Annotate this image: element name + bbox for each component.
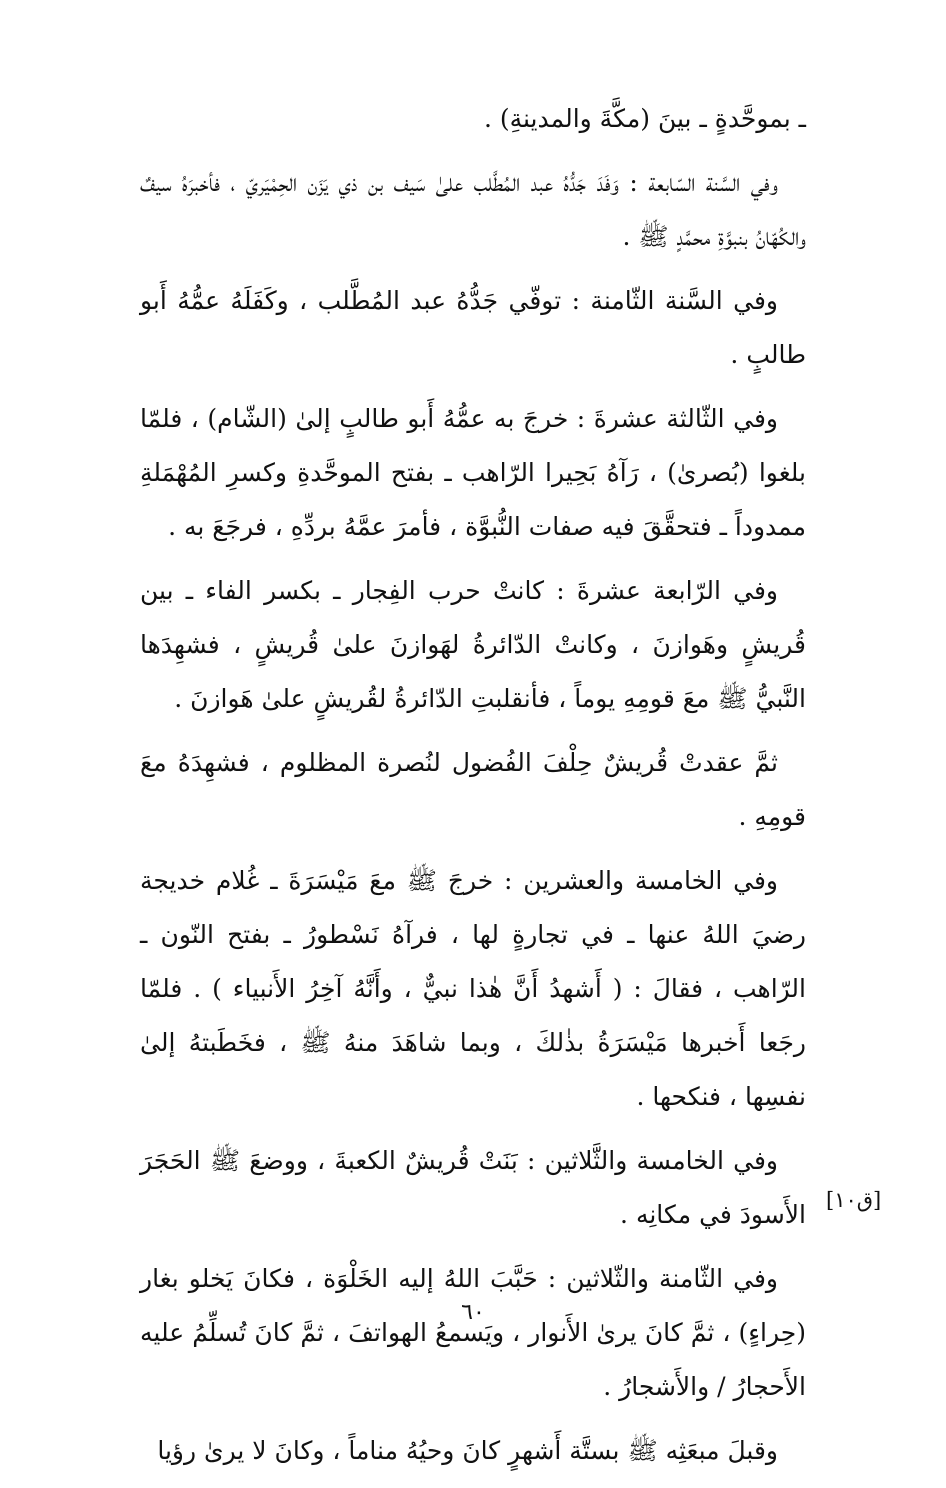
manuscript-folio-marker: [ق١٠]	[826, 1188, 882, 1212]
paragraph-8: وفي الخامسة والثَّلاثين : بَنَتْ قُريشٌ الكعبةَ ، ووضعَ ﷺ الحَجَرَ الأَسودَ في مكانِه .	[140, 1146, 806, 1229]
body-text	[140, 92, 806, 1488]
paragraph-4: وفي الثّالثة عشرةَ : خرجَ به عمُّهُ أَبو طالبٍ إلىٰ (الشّام) ، فلمّا بلغوا (بُصرىٰ) ، رَآهُ بَحِيرا الرّاهب ـ بفتح الموحَّدةِ وكسرِ المُهْمَلةِ ممدوداً ـ فتحقَّقَ فيه صفات النُّبوَّة ، فأمرَ عمَّهُ بردِّهِ ، فرجَعَ به .	[140, 404, 806, 541]
paragraph-10: وقبلَ مبعَثِه ﷺ بستَّة أَشهرٍ كانَ وحيُهُ مناماً ، وكانَ لا يرىٰ رؤيا	[157, 1436, 778, 1465]
page-number: ٦٠	[461, 1300, 485, 1325]
paragraph-9: وفي الثّامنة والثّلاثين : حَبَّبَ اللهُ إليه الخَلْوَة ، فكانَ يَخلو بغار (حِراءٍ) ، ثمَّ كانَ يرىٰ الأَنوار ، ويَسمعُ الهواتفَ ، ثمَّ كانَ تُسلِّمُ عليه الأَحجارُ / والأَشجارُ .	[140, 1264, 806, 1401]
paragraph-3: وفي السَّنة الثّامنة : توفّي جَدُّهُ عبد المُطَّلب ، وكَفَلَهُ عمُّهُ أَبو طالبٍ .	[140, 286, 806, 369]
paragraph-7: وفي الخامسة والعشرين : خرجَ ﷺ معَ مَيْسَرَةَ ـ غُلام خديجة رضيَ اللهُ عنها ـ في تجارةٍ لها ، فرآهُ نَسْطورُ ـ بفتح النّون ـ الرّاهب ، فقالَ : ( أَشهدُ أَنَّ هٰذا نبيٌّ ، وأَنَّهُ آخِرُ الأَنبياء ) . فلمّا رجَعا أَخبرها مَيْسَرَةُ بذٰلكَ ، وبما شاهَدَ منهُ ﷺ ، فخَطَبتهُ إلىٰ نفسِها ، فنكحها .	[140, 866, 806, 1111]
paragraph-6: ثمَّ عقدتْ قُريشٌ حِلْفَ الفُضول لنُصرة المظلوم ، فشهِدَهُ معَ قومِهِ .	[140, 748, 806, 831]
paragraph-1: ـ بموحَّدةٍ ـ بينَ (مكَّةَ والمدينةِ) .	[483, 104, 806, 133]
paragraph-5: وفي الرّابعة عشرةَ : كانتْ حرب الفِجار ـ بكسر الفاء ـ بين قُريشٍ وهَوازنَ ، وكانتْ الدّائرةُ لهَوازنَ علىٰ قُريشٍ ، فشهِدَها النَّبيُّ ﷺ معَ قومِهِ يوماً ، فأنقلبتِ الدّائرةُ لقُريشٍ علىٰ هَوازنَ .	[140, 576, 806, 713]
paragraph-2: وفي السَّنة السّابعة : وَفَدَ جَدُّهُ عبد المُطَّلب علىٰ سَيف بن ذي يَزَن الحِمْيَريّ ، فأخبرَهُ سيفٌ والكُهّانُ بنبوَّةِ محمَّدٍ ﷺ .	[140, 168, 806, 251]
